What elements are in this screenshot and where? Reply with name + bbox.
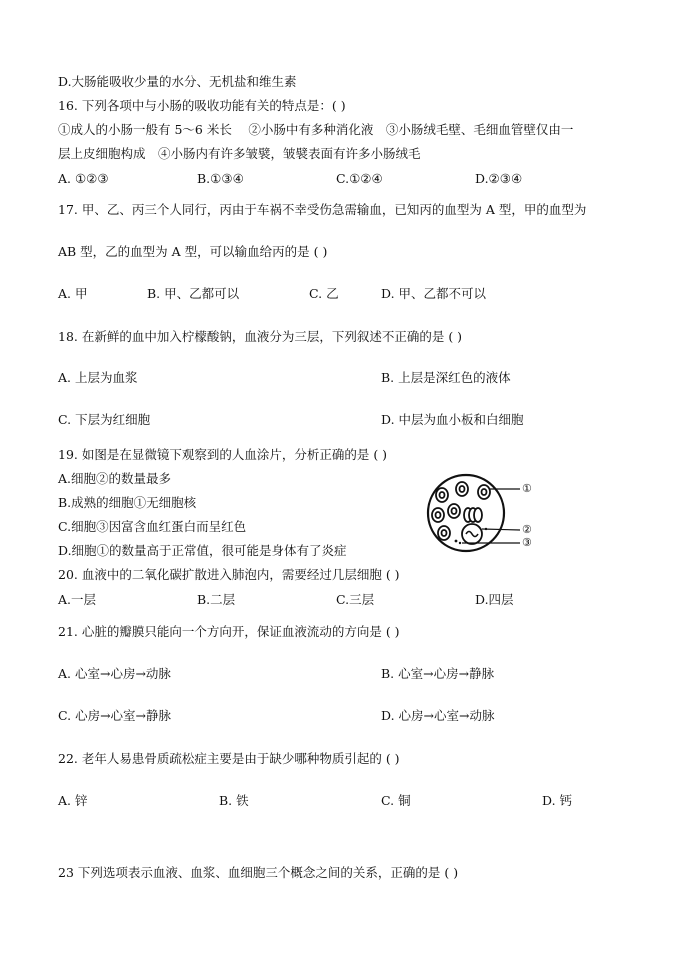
q21-stem: 21. 心脏的瓣膜只能向一个方向开，保证血液流动的方向是 ( ): [58, 624, 400, 639]
q21-option-c: C. 心房→心室→静脉: [58, 708, 172, 723]
q17-stem-line1: 17. 甲、乙、丙三个人同行，丙由于车祸不幸受伤急需输血，已知丙的血型为 A 型，甲的血型为: [58, 202, 587, 217]
q16-stem: 16. 下列各项中与小肠的吸收功能有关的特点是：( ): [58, 98, 346, 113]
q20-option-d: D.四层: [475, 592, 514, 607]
q22-option-d: D. 钙: [542, 793, 573, 808]
figure-label-1: ①: [522, 482, 532, 495]
q18-option-d: D. 中层为血小板和白细胞: [381, 412, 524, 427]
q21-option-b: B. 心室→心房→静脉: [381, 666, 495, 681]
q17-option-b: B. 甲、乙都可以: [147, 286, 240, 301]
figure-label-3: ③: [522, 536, 532, 549]
q19-option-c: C.细胞③因富含血红蛋白而呈红色: [58, 519, 247, 534]
q18-option-a: A. 上层为血浆: [58, 370, 138, 385]
q16-statements-line1: ①成人的小肠一般有 5～6 米长 ②小肠中有多种消化液 ③小肠绒毛壁、毛细血管壁仅由一: [58, 122, 574, 137]
q18-option-b: B. 上层是深红色的液体: [381, 370, 511, 385]
q15-option-d: D.大肠能吸收少量的水分、无机盐和维生素: [58, 74, 297, 89]
q18-option-c: C. 下层为红细胞: [58, 412, 151, 427]
q21-option-a: A. 心室→心房→动脉: [58, 666, 171, 681]
q18-stem: 18. 在新鲜的血中加入柠檬酸钠，血液分为三层，下列叙述不正确的是 ( ): [58, 329, 463, 344]
q19-option-b: B.成熟的细胞①无细胞核: [58, 495, 197, 510]
q19-stem: 19. 如图是在显微镜下观察到的人血涂片，分析正确的是 ( ): [58, 447, 388, 462]
q16-option-d: D.②③④: [475, 171, 523, 186]
q17-option-a: A. 甲: [58, 286, 88, 301]
q17-option-c: C. 乙: [309, 286, 339, 301]
q21-option-d: D. 心房→心室→动脉: [381, 708, 495, 723]
q16-option-c: C.①②④: [336, 171, 383, 186]
q16-statements-line2: 层上皮细胞构成 ④小肠内有许多皱襞，皱襞表面有许多小肠绒毛: [58, 146, 421, 161]
figure-label-2: ②: [522, 523, 532, 536]
q19-option-a: A.细胞②的数量最多: [58, 471, 172, 486]
q22-stem: 22. 老年人易患骨质疏松症主要是由于缺少哪种物质引起的 ( ): [58, 751, 400, 766]
q16-option-b: B.①③④: [197, 171, 244, 186]
q23-stem: 23 下列选项表示血液、血浆、血细胞三个概念之间的关系，正确的是 ( ): [58, 865, 459, 880]
q17-option-d: D. 甲、乙都不可以: [381, 286, 487, 301]
q20-stem: 20. 血液中的二氧化碳扩散进入肺泡内，需要经过几层细胞 ( ): [58, 567, 400, 582]
q19-option-d: D.细胞①的数量高于正常值，很可能是身体有了炎症: [58, 543, 347, 558]
q20-option-a: A.一层: [58, 592, 97, 607]
q20-option-c: C.三层: [336, 592, 375, 607]
q16-option-a: A. ①②③: [58, 171, 109, 186]
q17-stem-line2: AB 型，乙的血型为 A 型，可以输血给丙的是 ( ): [58, 244, 328, 259]
q20-option-b: B.二层: [197, 592, 236, 607]
q22-option-c: C. 铜: [381, 793, 411, 808]
q22-option-a: A. 锌: [58, 793, 88, 808]
q22-option-b: B. 铁: [219, 793, 249, 808]
